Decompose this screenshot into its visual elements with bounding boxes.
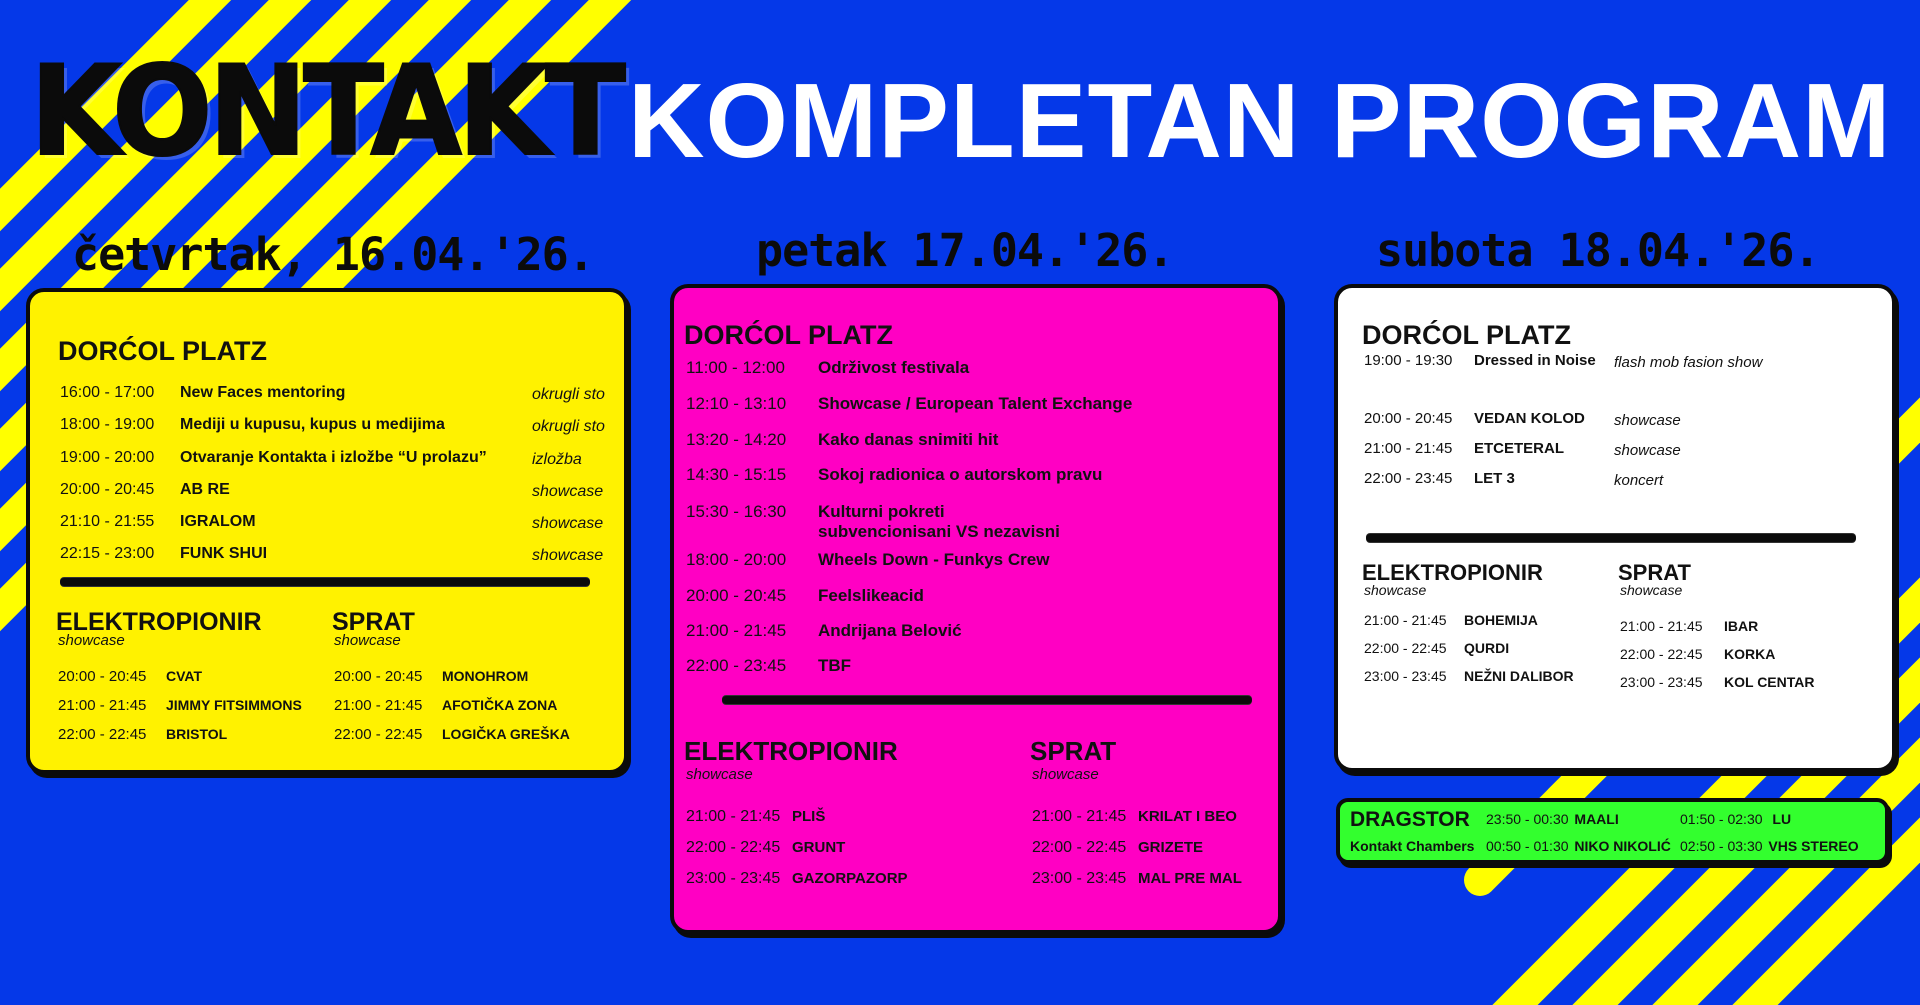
thursday-card: DORĆOL PLATZ 16:00 - 17:00 New Faces mentoring okrugli sto 18:00 - 19:00 Mediji u kupusu, kupus u medijima okrugli sto 19:00 - 20:00 Otvaranje Kontakta i izložbe “U prolazu” izložba 20:00 - 20:45 AB RE showcase 21:10 - 21:55 IGRALOM showcase 22:15 - 23:00 FUNK SHUI showcase ELEKTROPIONIR showcase SPRAT showcase 20:00 - 20:45 CVAT 21:00 - 21:45 JIMMY FITSIMMONS 22:00 - 22:45 BRISTOL 20:00 - 20:45 MONOHROM 21:00 - 21:45 AFOTIČKA ZONA 22:00 - 22:45 LOGIČKA GREŠKA [26,288,628,774]
venue-dorcol-platz: DORĆOL PLATZ [684,320,893,350]
venue-elektropionir: ELEKTROPIONIR [684,736,898,766]
kontakt-logo: KONTAKT [30,38,622,184]
venue-dorcol-platz: DORĆOL PLATZ [58,336,267,366]
venue-subtitle: showcase [1032,766,1099,783]
venue-subtitle: showcase [686,766,753,783]
schedule-row: 01:50 - 02:30 LU [1680,811,1792,827]
venue-sprat: SPRAT [1030,736,1117,766]
venue-subtitle: showcase [1620,582,1683,598]
schedule-row: 02:50 - 03:30 VHS STEREO [1680,838,1859,854]
venue-dorcol-platz: DORĆOL PLATZ [1362,320,1571,350]
friday-card: DORĆOL PLATZ 11:00 - 12:00 Održivost festivala 12:10 - 13:10 Showcase / European Talent Exchange 13:20 - 14:20 Kako danas snimiti hit 14:30 - 15:15 Sokoj radionica o autorskom pravu 15:30 - 16:30 Kulturni pokreti subvencionisani VS nezavisni 18:00 - 20:00 Wheels Down - Funkys Crew 20:00 - 20:45 Feelslikeacid 21:00 - 21:45 Andrijana Belović 22:00 - 23:45 TBF ELEKTROPIONIR showcase SPRAT showcase 21:00 - 21:45 PLIŠ 22:00 - 22:45 GRUNT 23:00 - 23:45 GAZORPAZORP 21:00 - 21:45 KRILAT I BEO 22:00 - 22:45 GRIZETE 23:00 - 23:45 MAL PRE MAL [670,284,1282,934]
venue-sprat: SPRAT [332,608,415,636]
page-title: KOMPLETAN PROGRAM [628,62,1892,180]
venue-subtitle: showcase [334,632,401,649]
schedule-row: 15:30 - 16:30 Kulturni pokreti subvencionisani VS nezavisni [686,502,1060,541]
venue-sprat: SPRAT [1618,560,1691,585]
schedule-row: 23:50 - 00:30 MAALI [1486,811,1619,827]
divider [722,696,1252,704]
divider [60,578,590,586]
venue-elektropionir: ELEKTROPIONIR [56,608,262,636]
day-title-friday: petak 17.04.'26. [756,224,1174,277]
divider [1366,534,1856,542]
dragstor-card [1336,798,1889,864]
venue-subtitle: showcase [58,632,125,649]
schedule-row: 00:50 - 01:30 NIKO NIKOLIĆ [1486,838,1671,854]
saturday-card: DORĆOL PLATZ 19:00 - 19:30 Dressed in Noise flash mob fasion show 20:00 - 20:45 VEDAN KOLOD showcase 21:00 - 21:45 ETCETERAL showcase 22:00 - 23:45 LET 3 koncert ELEKTROPIONIR showcase SPRAT showcase 21:00 - 21:45 BOHEMIJA 22:00 - 22:45 QURDI 23:00 - 23:45 NEŽNI DALIBOR 21:00 - 21:45 IBAR 22:00 - 22:45 KORKA 23:00 - 23:45 KOL CENTAR [1334,284,1896,772]
day-title-thursday: četvrtak, 16.04.'26. [72,228,594,281]
venue-subtitle: showcase [1364,582,1427,598]
venue-subtitle: Kontakt Chambers [1350,838,1475,854]
day-title-saturday: subota 18.04.'26. [1376,224,1820,277]
venue-dragstor: DRAGSTOR [1350,808,1470,831]
venue-elektropionir: ELEKTROPIONIR [1362,560,1543,585]
